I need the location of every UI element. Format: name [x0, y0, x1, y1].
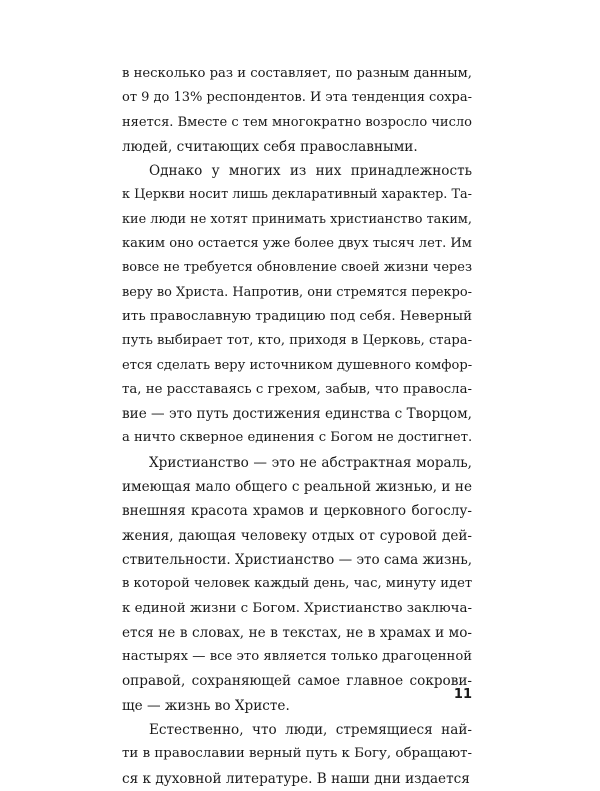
text-line: ще — жизнь во Христе.: [122, 697, 290, 714]
text-line: имеющая мало общего с реальной жизнью, и не: [122, 479, 472, 496]
paragraph-first-line: Естественно, что люди, стремящиеся най-: [149, 722, 472, 739]
text-line: веру во Христа. Напротив, они стремятся перекро-: [122, 284, 472, 300]
text-line: в несколько раз и составляет, по разным данным,: [122, 66, 472, 81]
page-number: 11: [453, 687, 472, 702]
text-line: каким оно остается уже более двух тысяч лет. Им: [122, 236, 472, 252]
page-body-text: [122, 62, 472, 791]
text-line: путь выбирает тот, кто, приходя в Церковь, стара-: [122, 333, 473, 349]
text-line: вовсе не требуется обновление своей жизни через: [122, 260, 473, 276]
text-line: ется не в словах, не в текстах, не в храмах и мо-: [122, 624, 473, 641]
text-line: внешняя красота храмов и церковного богослу-: [122, 503, 472, 520]
text-line: оправой, сохраняющей самое главное сокрови-: [122, 673, 473, 690]
text-line: людей, считающих себя православными.: [122, 138, 418, 155]
text-line: к Церкви носит лишь декларативный характер. Та-: [122, 187, 473, 203]
text-line: та, не расставаясь с грехом, забыв, что правосла-: [122, 381, 472, 397]
text-line: няется. Вместе с тем многократно возросло число: [122, 114, 472, 130]
text-line: ся к духовной литературе. В наши дни издается: [122, 770, 470, 787]
text-line: кие люди не хотят принимать христианство таким,: [122, 211, 473, 227]
text-line: ствительности. Христианство — это сама жизнь,: [122, 551, 473, 568]
text-line: к единой жизни с Богом. Христианство заключа-: [122, 600, 472, 616]
text-line: в которой человек каждый день, час, минуту идет: [122, 576, 473, 592]
text-line: вие — это путь достижения единства с Творцом,: [122, 406, 472, 423]
paragraph-first-line: Христианство — это не абстрактная мораль,: [149, 454, 472, 471]
text-line: ить православную традицию под себя. Неверный: [122, 308, 473, 324]
text-line: ти в православии верный путь к Богу, обращают-: [122, 746, 473, 762]
paragraph-first-line: Однако у многих из них принадлежность: [149, 163, 473, 180]
text-line: ется сделать веру источником душевного комфор-: [122, 357, 473, 373]
text-line: от 9 до 13% респондентов. И эта тенденция сохра-: [122, 90, 472, 106]
text-line: настырях — все это является только драгоценной: [122, 649, 473, 665]
text-line: жения, дающая человеку отдых от суровой дей-: [122, 527, 473, 544]
text-line: а ничто скверное единения с Богом не достигнет.: [122, 430, 473, 446]
